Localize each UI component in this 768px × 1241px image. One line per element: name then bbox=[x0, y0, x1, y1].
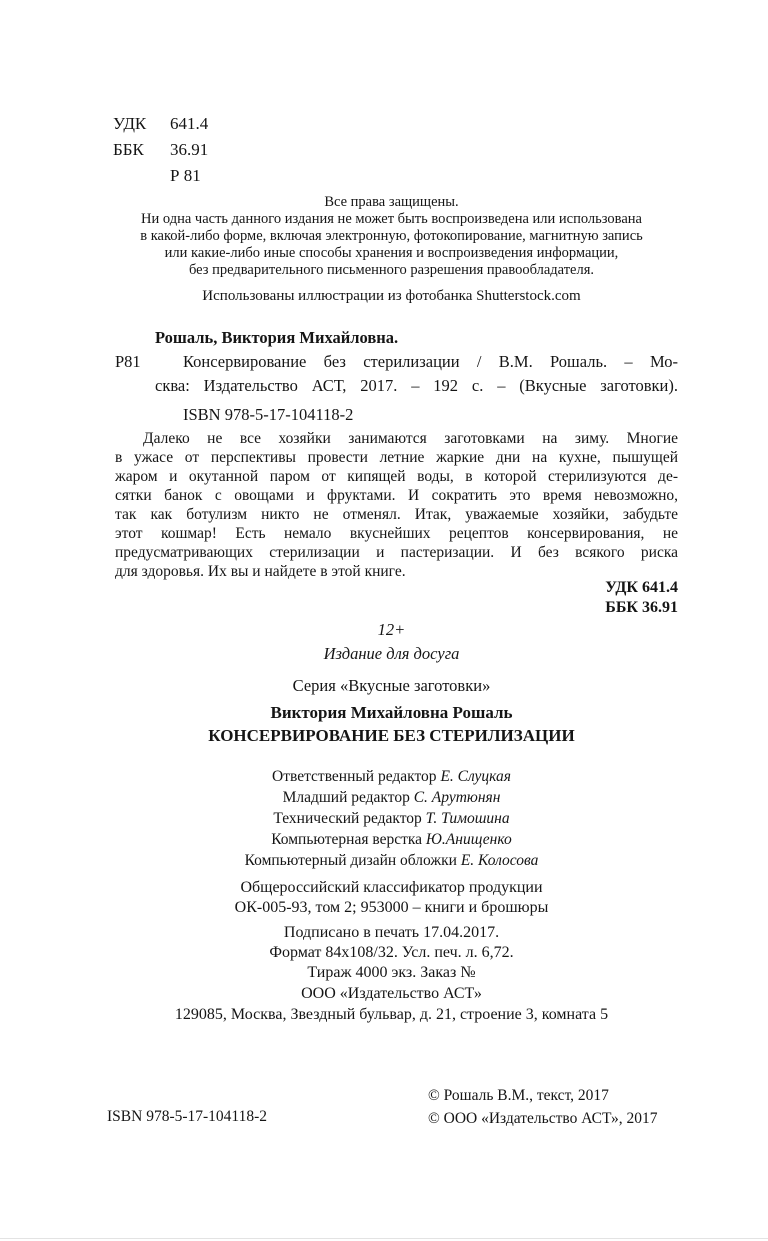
bbk-row bbox=[113, 137, 208, 163]
annotation-classification-codes bbox=[605, 578, 678, 617]
rights-line: Все права защищены. bbox=[324, 194, 459, 210]
staff-role: Ответственный редактор bbox=[272, 768, 441, 785]
illustration-credit: Использованы иллюстрации из фотобанка Shutterstock.com bbox=[202, 288, 581, 304]
staff-credits bbox=[105, 766, 678, 871]
annotation-bbk: ББК 36.91 bbox=[605, 598, 678, 616]
staff-role: Младший редактор bbox=[282, 789, 414, 806]
copyright-block bbox=[428, 1084, 658, 1130]
annotation-line: в ужасе от перспективы провести летние жаркие дни на кухне, пышущей bbox=[115, 449, 678, 466]
staff-name: Е. Слуцкая bbox=[440, 768, 511, 785]
udk-value: 641.4 bbox=[170, 114, 209, 133]
copyright-line: © Рошаль В.М., текст, 2017 bbox=[428, 1087, 609, 1104]
publisher-info bbox=[105, 983, 678, 1025]
annotation-line: Далеко не все хозяйки занимаются заготовками на зиму. Многие bbox=[143, 430, 678, 447]
series-name: Серия «Вкусные заготовки» bbox=[292, 676, 491, 695]
book-author: Виктория Михайловна Рошаль bbox=[270, 703, 513, 722]
top-classification-codes bbox=[113, 111, 208, 189]
staff-role: Компьютерный дизайн обложки bbox=[244, 852, 461, 869]
udk-label: УДК bbox=[113, 114, 147, 133]
annotation-paragraph bbox=[115, 429, 678, 581]
staff-row bbox=[105, 787, 678, 808]
copyright-line: © ООО «Издательство АСТ», 2017 bbox=[428, 1110, 658, 1127]
print-info bbox=[105, 923, 678, 983]
udk-row bbox=[113, 111, 208, 137]
annotation-line: этот кошмар! Есть немало вкуснейших рецептов консервирования, не bbox=[115, 525, 678, 542]
staff-row bbox=[105, 808, 678, 829]
author-code-row bbox=[113, 163, 208, 189]
publisher-name: ООО «Издательство АСТ» bbox=[301, 985, 482, 1002]
catalog-entry bbox=[115, 326, 678, 427]
footer-isbn: ISBN 978-5-17-104118-2 bbox=[107, 1108, 268, 1125]
staff-row bbox=[105, 850, 678, 871]
catalog-entry-line: сква: Издательство АСТ, 2017. – 192 с. – (Вкусные заготовки). bbox=[155, 376, 678, 395]
bbk-value: 36.91 bbox=[170, 140, 209, 159]
publisher-address: 129085, Москва, Звездный бульвар, д. 21, строение 3, комната 5 bbox=[174, 1006, 609, 1023]
print-info-line: Подписано в печать 17.04.2017. bbox=[283, 924, 500, 941]
catalog-author-heading: Рошаль, Виктория Михайловна. bbox=[155, 328, 399, 347]
author-code: Р 81 bbox=[170, 166, 201, 185]
rights-line: или какие-либо иные способы хранения и воспроизведения информации, bbox=[164, 245, 619, 261]
classifier-line: Общероссийский классификатор продукции bbox=[240, 879, 543, 896]
rights-line: в какой-либо форме, включая электронную, фотокопирование, магнитную запись bbox=[140, 228, 643, 244]
staff-name: Е. Колосова bbox=[460, 852, 539, 869]
book-title: КОНСЕРВИРОВАНИЕ БЕЗ СТЕРИЛИЗАЦИИ bbox=[208, 726, 575, 745]
annotation-line: сятки банок с овощами и фруктами. И сократить это время невозможно, bbox=[115, 487, 678, 504]
annotation-udk: УДК 641.4 bbox=[605, 579, 678, 596]
print-info-line: Формат 84х108/32. Усл. печ. л. 6,72. bbox=[269, 944, 514, 961]
bbk-label: ББК bbox=[113, 140, 144, 159]
rights-line: без предварительного письменного разрешения правообладателя. bbox=[188, 262, 595, 278]
staff-role: Компьютерная верстка bbox=[271, 831, 426, 848]
age-rating: 12+ bbox=[377, 620, 406, 639]
catalog-margin-code: Р81 bbox=[115, 352, 141, 371]
catalog-entry-line: Консервирование без стерилизации / В.М. Рошаль. – Мо- bbox=[183, 352, 678, 371]
annotation-line: предусматривающих стерилизации и пастеризации. И без всякого риска bbox=[115, 544, 678, 561]
edition-type: Издание для досуга bbox=[323, 644, 460, 663]
annotation-line: так как ботулизм никто не отменял. Итак, уважаемые хозяйки, забудьте bbox=[115, 506, 678, 523]
annotation-line: жаром и окутанной паром от кипящей воды, в которой стерилизуются де- bbox=[115, 468, 678, 485]
annotation-line: для здоровья. Их вы и найдете в этой книге. bbox=[115, 563, 406, 580]
staff-role: Технический редактор bbox=[273, 810, 426, 827]
staff-row bbox=[105, 766, 678, 787]
print-info-line: Тираж 4000 экз. Заказ № bbox=[307, 964, 476, 981]
staff-name: С. Арутюнян bbox=[413, 789, 501, 806]
rights-line: Ни одна часть данного издания не может быть воспроизведена или использована bbox=[141, 211, 642, 227]
staff-name: Т. Тимошина bbox=[425, 810, 510, 827]
classifier-line: ОК-005-93, том 2; 953000 – книги и брошюры bbox=[234, 899, 549, 916]
rights-notice bbox=[105, 194, 678, 279]
staff-row bbox=[105, 829, 678, 850]
product-classifier bbox=[105, 878, 678, 918]
staff-name: Ю.Анищенко bbox=[425, 831, 512, 848]
catalog-isbn: ISBN 978-5-17-104118-2 bbox=[183, 405, 354, 424]
